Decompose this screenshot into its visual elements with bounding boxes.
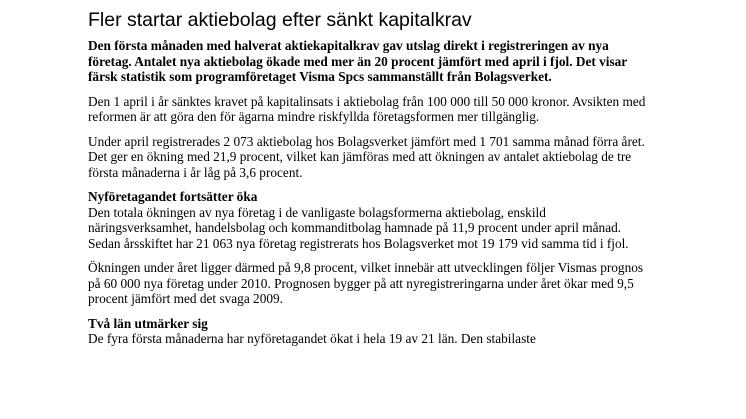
- article-paragraph: Under april registrerades 2 073 aktiebolag hos Bolagsverket jämfört med 1 701 samma månad förra året. Det ger en ökning med 21,9 procent, vilket kan jämföras med att ökningen av antalet aktiebolag de tre första månaderna i år låg på 3,6 procent.: [88, 133, 645, 180]
- article-paragraph: De fyra första månaderna har nyföretagandet ökat i hela 19 av 21 län. Den stabilaste: [88, 331, 536, 346]
- article-paragraph: Ökningen under året ligger därmed på 9,8 procent, vilket innebär att utvecklingen följer Vismas prognos på 60 000 nya företag under 2010. Prognosen bygger på att nyregistreringarna under året ökar med 9,5 procent jämfört med det svaga 2009.: [88, 260, 644, 306]
- section-heading: Två län utmärker sig: [88, 315, 208, 331]
- section-heading: Nyföretagandet fortsätter öka: [88, 189, 258, 204]
- article: [88, 8, 648, 356]
- article-lead: Den första månaden med halverat aktiekapitalkrav gav utslag direkt i registreringen av nya företag. Antalet nya aktiebolag ökade med mer än 20 procent jämfört med april i fjol. Det visar färsk statistik som programföretaget Visma Spcs sammanställt från Bolagsverket.: [88, 38, 627, 84]
- article-title: Fler startar aktiebolag efter sänkt kapitalkrav: [88, 9, 472, 31]
- article-paragraph: Den totala ökningen av nya företag i de vanligaste bolagsformerna aktiebolag, enskild näringsverksamhet, handelsbolag och kommanditbolag hamnade på 11,9 procent under april månad. Sedan årsskiftet har 21 063 nya företag registrerats hos Bolagsverket mot 19 179 vid samma tid i fjol.: [88, 204, 629, 251]
- article-paragraph: Den 1 april i år sänktes kravet på kapitalinsats i aktiebolag från 100 000 till 50 000 kronor. Avsikten med reformen är att göra den för ägarna mindre riskfyllda företagsformen mer tillgänglig.: [88, 93, 646, 124]
